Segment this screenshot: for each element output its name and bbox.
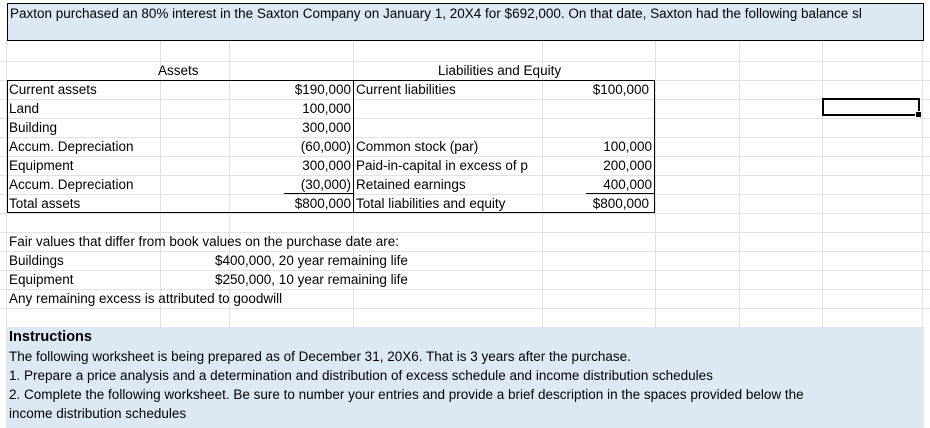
fair-value-label: Buildings	[9, 253, 64, 268]
table-row-asset-value: 100,000	[302, 101, 351, 116]
table-row-liab-value: 100,000	[603, 139, 652, 154]
goodwill-note: Any remaining excess is attributed to goodwill	[9, 291, 283, 306]
fair-value-amount: $400,000, 20 year remaining life	[215, 253, 408, 268]
table-left-border	[7, 80, 8, 213]
table-row-asset-label: Accum. Depreciation	[9, 177, 134, 192]
table-row-liab-label: Total liabilities and equity	[356, 196, 506, 211]
table-row-asset-value: (30,000)	[300, 177, 351, 192]
instructions-line: 1. Prepare a price analysis and a determination and distribution of excess schedule and income distribution schedules	[9, 368, 713, 383]
table-row-liab-label: Common stock (par)	[356, 139, 479, 154]
table-row-asset-value: $190,000	[294, 82, 351, 97]
table-row-asset-label: Accum. Depreciation	[9, 139, 134, 154]
table-row-liab-value: $100,000	[592, 82, 649, 97]
liabilities-header: Liabilities and Equity	[438, 63, 562, 78]
table-row-asset-label: Building	[9, 120, 58, 135]
table-row-asset-value: (60,000)	[300, 139, 351, 154]
table-row-liab-value: $800,000	[592, 196, 649, 211]
table-row-asset-value: 300,000	[302, 158, 351, 173]
instructions-panel	[6, 327, 924, 428]
instructions-line: 2. Complete the following worksheet. Be sure to number your entries and provide a brief description in the spaces provided below the	[9, 387, 804, 402]
table-middle-border	[353, 80, 354, 213]
fair-values-intro: Fair values that differ from book values on the purchase date are:	[9, 234, 399, 249]
fair-value-amount: $250,000, 10 year remaining life	[215, 272, 408, 287]
problem-statement-text: Paxton purchased an 80% interest in the Saxton Company on January 1, 20X4 for $692,000. On that date, Saxton had the following balance sl	[10, 6, 862, 21]
problem-statement-banner	[7, 3, 924, 41]
fair-value-label: Equipment	[9, 272, 74, 287]
table-right-border	[654, 80, 655, 213]
instructions-line: income distribution schedules	[9, 406, 187, 421]
table-row-asset-label: Equipment	[9, 158, 74, 173]
table-row-asset-label: Current assets	[9, 82, 97, 97]
table-row-asset-value: 300,000	[302, 120, 351, 135]
table-row-asset-label: Total assets	[9, 196, 81, 211]
table-row-asset-label: Land	[9, 101, 40, 116]
instructions-title: Instructions	[9, 329, 92, 345]
table-row-liab-value: 400,000	[603, 177, 652, 192]
selected-cell[interactable]	[822, 98, 920, 116]
table-row-liab-label: Paid-in-capital in excess of p	[356, 158, 528, 173]
table-row-liab-value: 200,000	[603, 158, 652, 173]
table-row-asset-value: $800,000	[294, 196, 351, 211]
instructions-line: The following worksheet is being prepared as of December 31, 20X6. That is 3 years after the purchase.	[9, 349, 631, 364]
assets-header: Assets	[158, 63, 199, 78]
table-row-liab-label: Current liabilities	[356, 82, 456, 97]
table-row-liab-label: Retained earnings	[356, 177, 466, 192]
